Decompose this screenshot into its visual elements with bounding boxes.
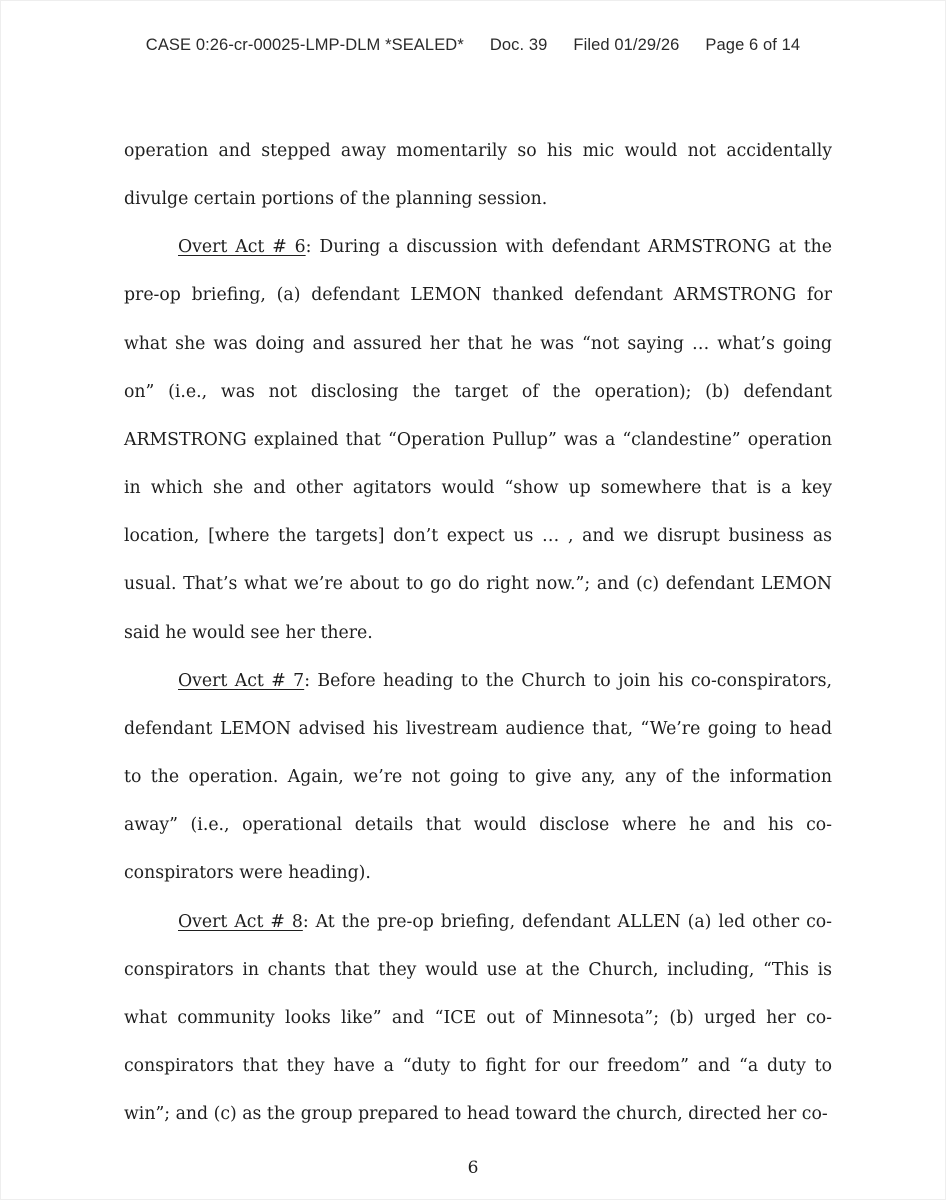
- ecf-header: [0, 36, 946, 55]
- paragraph-overt-act-6: [124, 223, 832, 656]
- case-number: CASE 0:26-cr-00025-LMP-DLM *SEALED*: [145, 36, 464, 54]
- paragraph-text: Before heading to the Church to join his co-conspirators, defendant LEMON advised his livestream audience that, “We’re going to head to the operation. Again, we’re not going to give any, any of the information away” (i.e., operational details that would disclose where he and his co-conspirators were heading).: [124, 670, 833, 884]
- paragraph-text: operation and stepped away momentarily so his mic would not accidentally divulge certain portions of the planning session.: [124, 141, 832, 210]
- document-body: [124, 127, 832, 1138]
- overt-act-heading: Overt Act # 6: [178, 237, 306, 258]
- paragraph-continuation: [124, 127, 832, 223]
- paragraph-overt-act-8: [124, 898, 832, 1139]
- overt-act-colon: :: [302, 911, 309, 932]
- overt-act-heading: Overt Act # 7: [178, 670, 305, 691]
- page-count: Page 6 of 14: [705, 36, 801, 54]
- paragraph-overt-act-7: [124, 657, 832, 898]
- page-number: 6: [467, 1158, 479, 1178]
- filed-date: Filed 01/29/26: [573, 36, 680, 54]
- paragraph-text: During a discussion with defendant ARMSTRONG at the pre-op briefing, (a) defendant LEMON thanked defendant ARMSTRONG for what she was doing and assured her that he was “not saying … what’s going on” (i.e., was not disclosing the target of the operation); (b) defendant ARMSTRONG explained that “Operation Pullup” was a “clandestine” operation in which she and other agitators would “show up somewhere that is a key location, [where the targets] don’t expect us … , and we disrupt business as usual. That’s what we’re about to go do right now.”; and (c) defendant LEMON said he would see her there.: [124, 237, 833, 643]
- paragraph-text: At the pre-op briefing, defendant ALLEN (a) led other co-conspirators in chants that they would use at the Church, including, “This is what community looks like” and “ICE out of Minnesota”; (b) urged her co-conspirators that they have a “duty to fight for our freedom” and “a duty to win”; and (c) as the group prepared to head toward the church, directed her co-: [124, 911, 832, 1125]
- overt-act-heading: Overt Act # 8: [178, 911, 303, 932]
- overt-act-colon: :: [305, 237, 312, 258]
- document-number: Doc. 39: [489, 36, 548, 54]
- overt-act-colon: :: [304, 670, 311, 691]
